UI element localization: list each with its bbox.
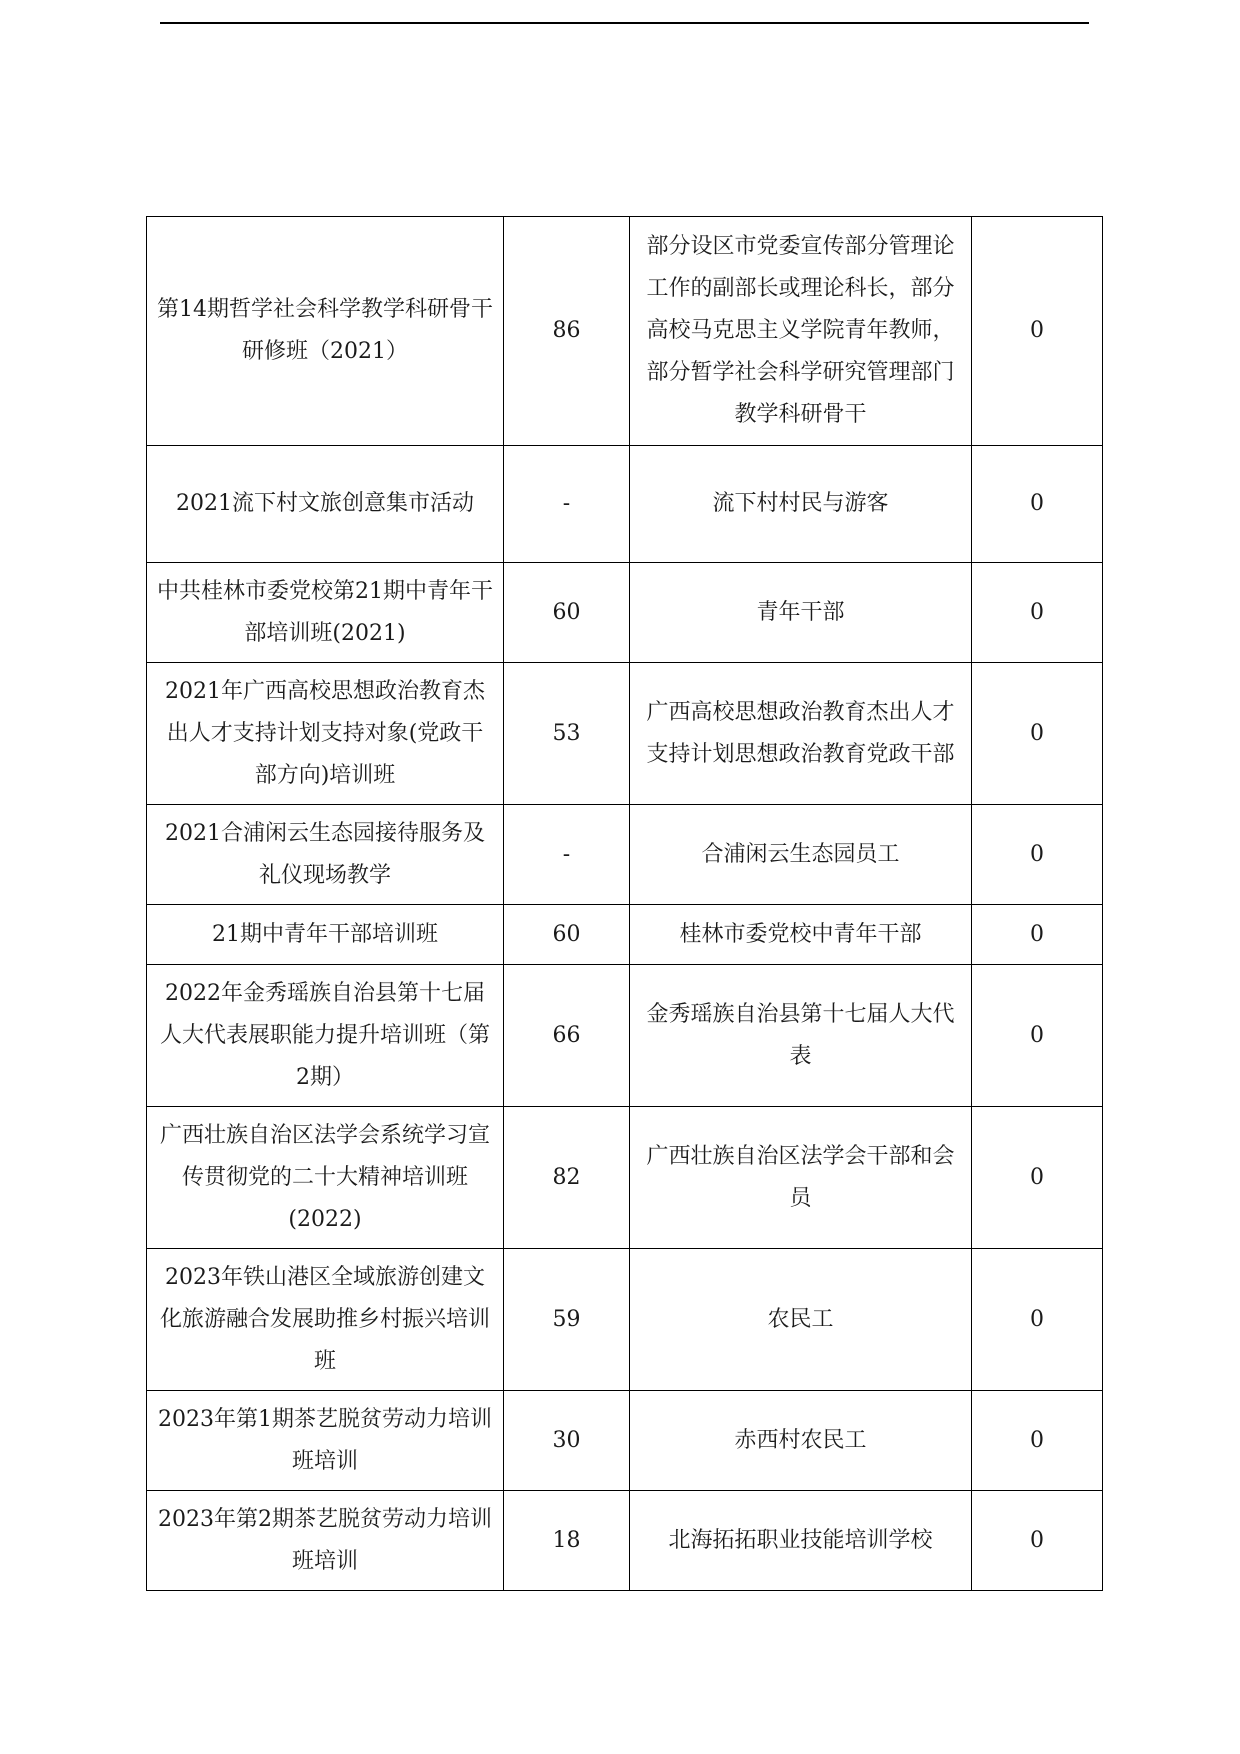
- value-cell: 0: [972, 563, 1103, 663]
- training-name-cell: 中共桂林市委党校第21期中青年干部培训班(2021): [147, 563, 504, 663]
- training-name-cell: 广西壮族自治区法学会系统学习宣传贯彻党的二十大精神培训班(2022): [147, 1107, 504, 1249]
- participant-count-cell: -: [504, 805, 630, 905]
- training-name-cell: 2022年金秀瑶族自治县第十七届人大代表展职能力提升培训班（第2期）: [147, 965, 504, 1107]
- participant-count-cell: -: [504, 446, 630, 563]
- table-row: [147, 563, 1103, 663]
- participant-count-cell: 18: [504, 1491, 630, 1591]
- table-row: [147, 805, 1103, 905]
- participant-count-cell: 53: [504, 663, 630, 805]
- participant-count-cell: 60: [504, 563, 630, 663]
- value-cell: 0: [972, 905, 1103, 965]
- value-cell: 0: [972, 1107, 1103, 1249]
- table-row: [147, 446, 1103, 563]
- value-cell: 0: [972, 663, 1103, 805]
- table-row: [147, 1107, 1103, 1249]
- table-row: [147, 1391, 1103, 1491]
- header-rule: [160, 22, 1089, 24]
- table-row: [147, 663, 1103, 805]
- value-cell: 0: [972, 446, 1103, 563]
- training-name-cell: 2023年铁山港区全域旅游创建文化旅游融合发展助推乡村振兴培训班: [147, 1249, 504, 1391]
- audience-cell: 广西高校思想政治教育杰出人才支持计划思想政治教育党政干部: [630, 663, 972, 805]
- table-row: [147, 217, 1103, 446]
- value-cell: 0: [972, 965, 1103, 1107]
- audience-cell: 部分设区市党委宣传部分管理论工作的副部长或理论科长，部分高校马克思主义学院青年教师，部分暂学社会科学研究管理部门教学科研骨干: [630, 217, 972, 446]
- value-cell: 0: [972, 1391, 1103, 1491]
- training-table: [146, 216, 1103, 1591]
- audience-cell: 桂林市委党校中青年干部: [630, 905, 972, 965]
- audience-cell: 赤西村农民工: [630, 1391, 972, 1491]
- value-cell: 0: [972, 805, 1103, 905]
- value-cell: 0: [972, 1249, 1103, 1391]
- value-cell: 0: [972, 217, 1103, 446]
- training-name-cell: 2021流下村文旅创意集市活动: [147, 446, 504, 563]
- table-row: [147, 965, 1103, 1107]
- training-name-cell: 21期中青年干部培训班: [147, 905, 504, 965]
- participant-count-cell: 30: [504, 1391, 630, 1491]
- participant-count-cell: 59: [504, 1249, 630, 1391]
- participant-count-cell: 60: [504, 905, 630, 965]
- audience-cell: 农民工: [630, 1249, 972, 1391]
- audience-cell: 流下村村民与游客: [630, 446, 972, 563]
- training-name-cell: 2023年第2期茶艺脱贫劳动力培训班培训: [147, 1491, 504, 1591]
- audience-cell: 北海拓拓职业技能培训学校: [630, 1491, 972, 1591]
- audience-cell: 金秀瑶族自治县第十七届人大代表: [630, 965, 972, 1107]
- audience-cell: 合浦闲云生态园员工: [630, 805, 972, 905]
- table-row: [147, 1249, 1103, 1391]
- audience-cell: 青年干部: [630, 563, 972, 663]
- participant-count-cell: 82: [504, 1107, 630, 1249]
- participant-count-cell: 86: [504, 217, 630, 446]
- training-name-cell: 第14期哲学社会科学教学科研骨干研修班（2021）: [147, 217, 504, 446]
- participant-count-cell: 66: [504, 965, 630, 1107]
- training-name-cell: 2021合浦闲云生态园接待服务及礼仪现场教学: [147, 805, 504, 905]
- table-row: [147, 1491, 1103, 1591]
- audience-cell: 广西壮族自治区法学会干部和会员: [630, 1107, 972, 1249]
- training-name-cell: 2023年第1期茶艺脱贫劳动力培训班培训: [147, 1391, 504, 1491]
- value-cell: 0: [972, 1491, 1103, 1591]
- training-name-cell: 2021年广西高校思想政治教育杰出人才支持计划支持对象(党政干部方向)培训班: [147, 663, 504, 805]
- table-row: [147, 905, 1103, 965]
